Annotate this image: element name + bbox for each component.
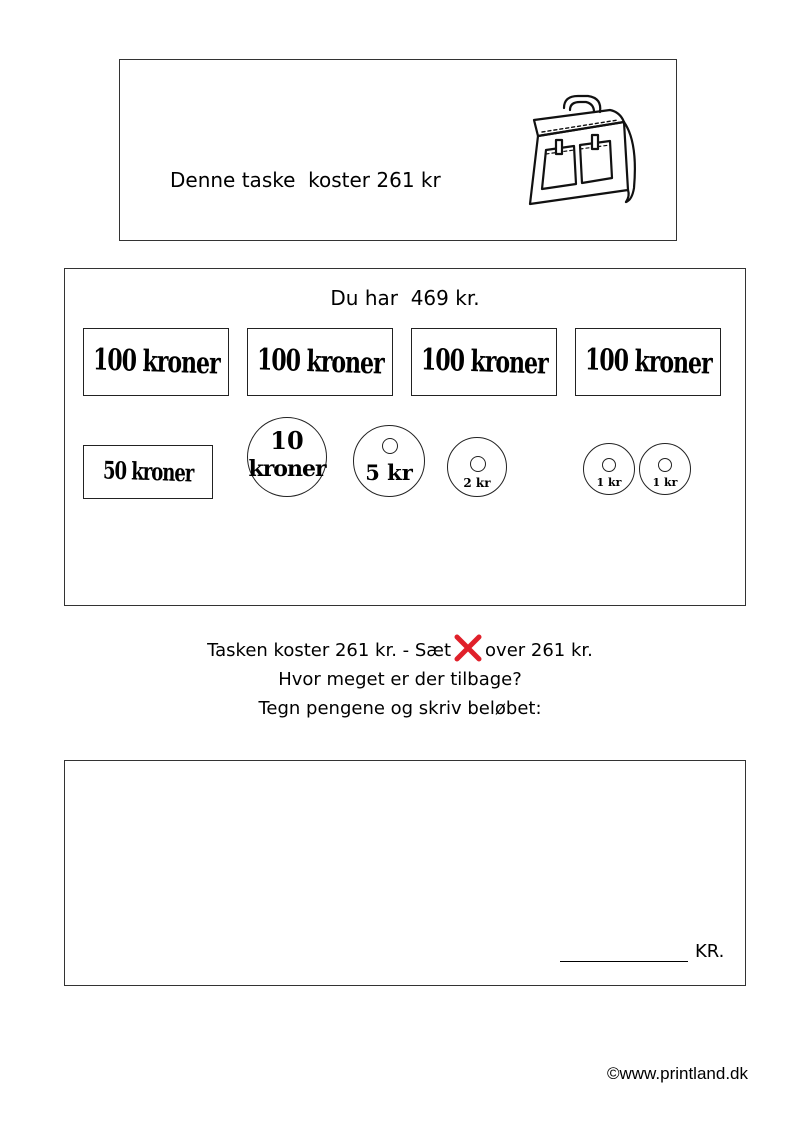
banknote-100: 100 kroner bbox=[411, 328, 557, 396]
instruction-line-2: Hvor meget er der tilbage? bbox=[278, 669, 522, 690]
instruction-line-3: Tegn pengene og skriv beløbet: bbox=[258, 698, 542, 719]
answer-unit-label: KR. bbox=[695, 941, 725, 962]
coin-5-kroner: 5 kr bbox=[353, 425, 425, 497]
coin-hole bbox=[658, 458, 672, 472]
coin-hole bbox=[382, 438, 398, 454]
school-bag-icon bbox=[520, 92, 640, 214]
answer-box[interactable] bbox=[64, 760, 746, 986]
coin-hole bbox=[602, 458, 616, 472]
price-box bbox=[119, 59, 677, 241]
banknote-50: 50 kroner bbox=[83, 445, 213, 499]
coin-2-kroner: 2 kr bbox=[447, 437, 507, 497]
instructions bbox=[0, 634, 800, 723]
money-box bbox=[64, 268, 746, 606]
copyright-footer: ©www.printland.dk bbox=[606, 1064, 748, 1083]
answer-blank-line[interactable] bbox=[560, 961, 688, 962]
price-text: Denne taske koster 261 kr bbox=[170, 168, 441, 192]
x-mark-icon bbox=[453, 634, 483, 662]
coin-10-kroner: 10 kroner bbox=[247, 417, 327, 497]
coin-hole bbox=[470, 456, 486, 472]
money-amount-text: Du har 469 kr. bbox=[330, 286, 480, 310]
banknote-100: 100 kroner bbox=[575, 328, 721, 396]
instruction-line-1: Tasken koster 261 kr. - Sæt over 261 kr. bbox=[0, 634, 800, 665]
banknote-100: 100 kroner bbox=[247, 328, 393, 396]
banknote-100: 100 kroner bbox=[83, 328, 229, 396]
coin-1-krone: 1 kr bbox=[583, 443, 635, 495]
coin-1-krone: 1 kr bbox=[639, 443, 691, 495]
